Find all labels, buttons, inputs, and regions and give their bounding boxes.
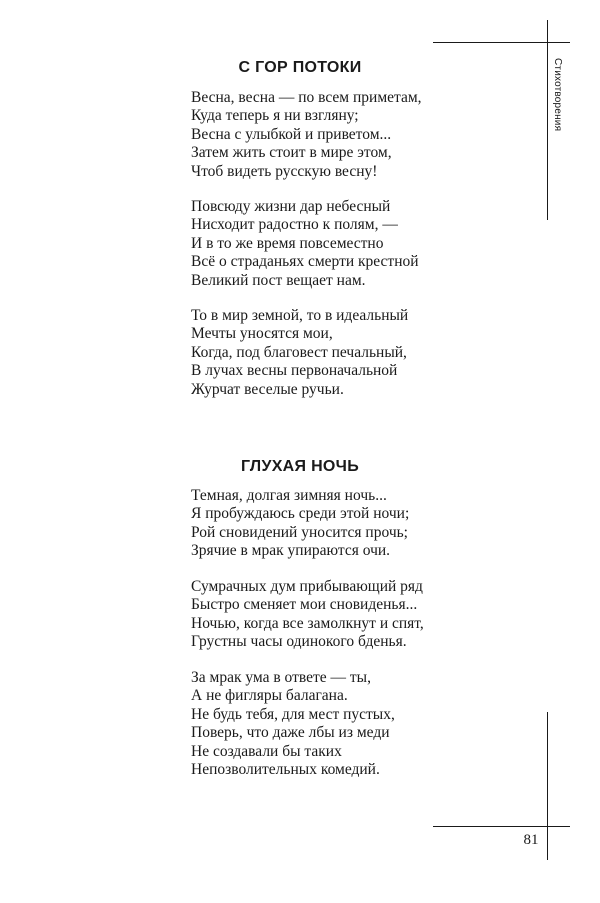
verse-line: Я пробуждаюсь среди этой ночи;: [191, 505, 410, 523]
poem-title: С ГОР ПОТОКИ: [238, 59, 362, 76]
bottom-vertical-rule: [547, 712, 548, 860]
verse-line: Ночью, когда все замолкнут и спят,: [191, 614, 424, 632]
bottom-horizontal-rule: [433, 826, 570, 827]
poem-title: ГЛУХАЯ НОЧЬ: [240, 458, 360, 475]
verse-line: За мрак ума в ответе — ты,: [191, 669, 371, 686]
verse-line: И в то же время повсеместно: [191, 234, 384, 252]
verse-line: Куда теперь я ни взгляну;: [191, 107, 359, 125]
verse-line: То в мир земной, то в идеальный: [191, 307, 409, 324]
verse-line: Журчат веселые ручьи.: [191, 380, 344, 398]
top-vertical-rule: [547, 20, 548, 220]
verse-line: Когда, под благовест печальный,: [191, 343, 407, 361]
top-horizontal-rule: [433, 42, 570, 43]
verse-line: Не создавали бы таких: [191, 742, 342, 760]
stanza: [191, 198, 491, 290]
verse-line: Мечты уносятся мои,: [191, 325, 333, 343]
stanza: [191, 578, 491, 652]
verse-line: Сумрачных дум прибывающий ряд: [191, 578, 423, 595]
verse-line: Темная, долгая зимняя ночь...: [191, 487, 387, 504]
verse-line: А не фигляры балагана.: [191, 687, 348, 705]
verse-line: Великий пост вещает нам.: [191, 271, 366, 289]
running-head: Стихотворения: [552, 58, 563, 132]
verse-line: Нисходит радостно к полям, —: [191, 216, 398, 234]
verse-line: Быстро сменяет мои сновиденья...: [191, 596, 418, 614]
verse-line: Рой сновидений уносится прочь;: [191, 523, 408, 541]
verse-line: Грустны часы одинокого бденья.: [191, 633, 407, 651]
verse-line: Не будь тебя, для мест пустых,: [191, 705, 395, 723]
verse-line: Затем жить стоит в мире этом,: [191, 144, 392, 162]
stanza: [191, 487, 491, 561]
verse-line: В лучах весны первоначальной: [191, 362, 398, 380]
verse-line: Весна, весна — по всем приметам,: [191, 89, 422, 106]
verse-line: Непозволительных комедий.: [191, 761, 380, 779]
page-number: 81: [523, 832, 539, 848]
stanza: [191, 307, 491, 399]
verse-line: Всё о страданьях смерти крестной: [191, 253, 419, 271]
verse-line: Поверь, что даже лбы из меди: [191, 724, 390, 742]
verse-line: Повсюду жизни дар небесный: [191, 198, 391, 215]
stanza: [191, 669, 491, 779]
verse-line: Чтоб видеть русскую весну!: [191, 162, 378, 180]
stanza: [191, 89, 491, 181]
verse-line: Весна с улыбкой и приветом...: [191, 125, 392, 143]
verse-line: Зрячие в мрак упираются очи.: [191, 542, 391, 560]
